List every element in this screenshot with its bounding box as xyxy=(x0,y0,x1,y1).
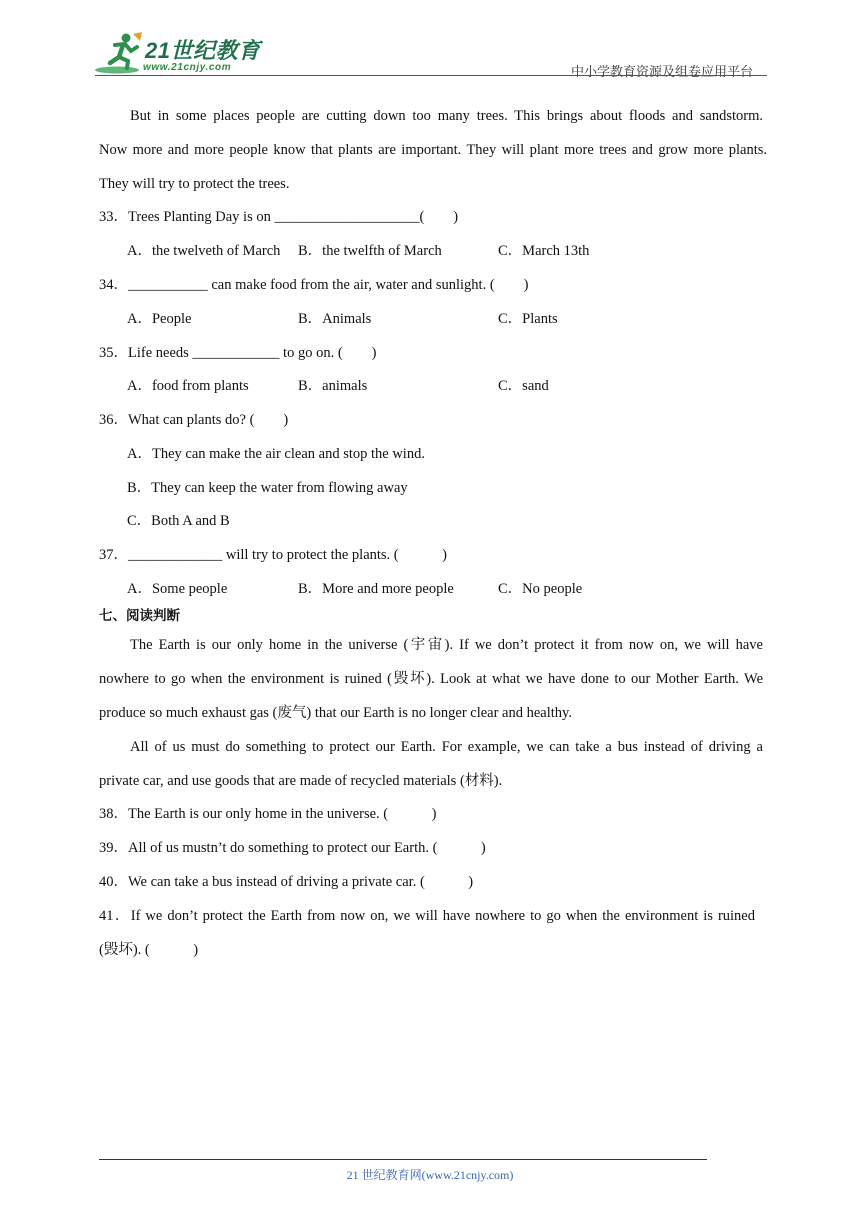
passage-line: produce so much exhaust gas (废气) that our Earth is no longer clear and healthy. xyxy=(99,705,572,721)
passage-line: private car, and use goods that are made of recycled materials (材料). xyxy=(99,773,503,789)
question-stem: 37．_____________ will try to protect the plants. ( ) xyxy=(99,547,447,563)
judgement-item: 40．We can take a bus instead of driving a private car. ( ) xyxy=(99,874,474,890)
passage-line: Now more and more people know that plants are important. They will plant more trees and grow more plants. xyxy=(99,142,767,158)
header-divider xyxy=(95,75,767,76)
option-b[interactable]: B．More and more people xyxy=(298,581,454,597)
option-a[interactable]: A．They can make the air clean and stop the wind. xyxy=(127,446,425,462)
question-stem: 36．What can plants do? ( ) xyxy=(99,412,289,428)
question-stem: 34．___________ can make food from the air, water and sunlight. ( ) xyxy=(99,277,529,293)
header-platform-name: 中小学教育资源及组卷应用平台 xyxy=(570,65,753,80)
site-logo[interactable] xyxy=(95,30,265,78)
page-header xyxy=(95,30,767,78)
option-b[interactable]: B．the twelfth of March xyxy=(298,243,442,259)
option-c[interactable]: C．No people xyxy=(498,581,583,597)
passage-line: All of us must do something to protect our Earth. For example, we can take a bus instead of driving a xyxy=(130,739,763,755)
passage-line: They will try to protect the trees. xyxy=(99,176,290,192)
option-b[interactable]: B．animals xyxy=(298,378,368,394)
judgement-item-continued: (毁坏). ( ) xyxy=(99,942,199,958)
question-stem: 33．Trees Planting Day is on ____________________( ) xyxy=(99,209,459,225)
option-b[interactable]: B．They can keep the water from flowing away xyxy=(127,480,408,496)
passage-line: But in some places people are cutting down too many trees. This brings about floods and sandstorm. xyxy=(130,108,763,124)
judgement-item: 41．If we don’t protect the Earth from now on, we will have nowhere to go when the environment is ruined xyxy=(99,908,755,924)
judgement-item: 39．All of us mustn’t do something to protect our Earth. ( ) xyxy=(99,840,486,856)
judgement-item: 38．The Earth is our only home in the universe. ( ) xyxy=(99,806,437,822)
option-c[interactable]: C．Both A and B xyxy=(127,513,230,529)
passage-line: nowhere to go when the environment is ruined (毁坏). Look at what we have done to our Mother Earth. We xyxy=(99,671,763,687)
option-a[interactable]: A．Some people xyxy=(127,581,228,597)
option-a[interactable]: A．People xyxy=(127,311,192,327)
option-c[interactable]: C．Plants xyxy=(498,311,558,327)
section-title: 七、阅读判断 xyxy=(99,608,180,624)
option-a[interactable]: A．the twelveth of March xyxy=(127,243,281,259)
question-stem: 35．Life needs ____________ to go on. ( ) xyxy=(99,345,377,361)
logo-text: 21世纪教育 xyxy=(145,38,261,63)
option-b[interactable]: B．Animals xyxy=(298,311,372,327)
option-c[interactable]: C．sand xyxy=(498,378,549,394)
option-a[interactable]: A．food from plants xyxy=(127,378,249,394)
passage-line: The Earth is our only home in the universe (宇宙). If we don’t protect it from now on, we will have xyxy=(130,637,763,653)
footer-link[interactable]: 21 世纪教育网(www.21cnjy.com) xyxy=(346,1168,514,1182)
footer-divider xyxy=(99,1159,707,1160)
logo-url: www.21cnjy.com xyxy=(143,62,232,73)
runner-logo-icon xyxy=(95,30,145,76)
option-c[interactable]: C．March 13th xyxy=(498,243,590,259)
